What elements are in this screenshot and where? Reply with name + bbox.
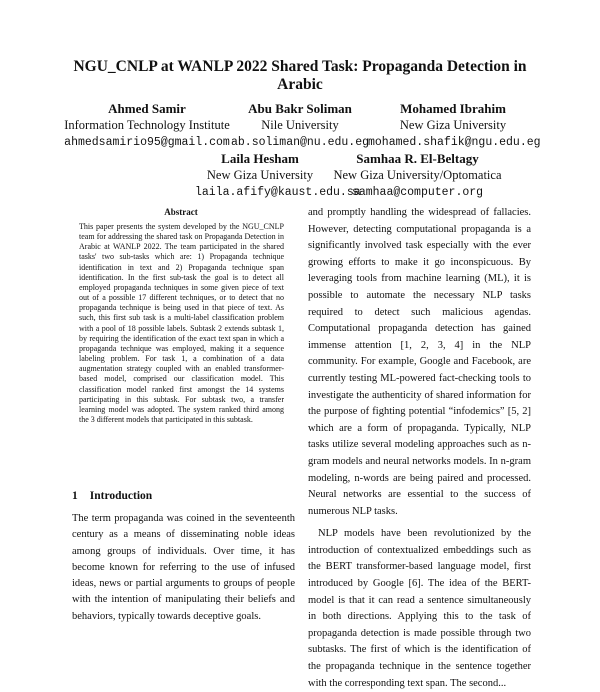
author-name: Laila Hesham <box>221 151 299 166</box>
intro-right-column <box>308 205 531 692</box>
author-email: samhaa@computer.org <box>351 186 484 199</box>
author-name: Mohamed Ibrahim <box>400 101 506 116</box>
section-number: 1 <box>72 490 78 502</box>
paragraph: NLP models have been revolutionized by the introduction of contextualized embeddings such as the BERT transformer-based language model, first introduced by Google [6]. The idea of the BERT-model is that it can read a sentence simultaneously in both directions. Applying this to the task of propaganda detection is made possible through two subtasks. The first of which is the identification of the propaganda technique in the sentence together with the corresponding text span. The second... <box>308 528 531 689</box>
author-block <box>230 100 370 151</box>
author-block <box>195 150 361 201</box>
author-affiliation: Information Technology Institute <box>64 118 230 132</box>
author-affiliation: New Giza University <box>206 168 314 182</box>
author-email: ahmedsamirio95@gmail.com <box>64 136 230 149</box>
author-affiliation: New Giza University/Optomatica <box>333 168 502 182</box>
author-name: Ahmed Samir <box>108 101 186 116</box>
author-block <box>62 100 232 151</box>
paragraph: and promptly handling the widespread of fallacies. However, detecting computational propaganda is a significantly involved task especially with the ever growing efforts to make it go inconspicuous. By leveraging tools from machine learning (ML), it is possible to automate the necessary NLP tasks required to detect such malicious agendas. Computational propaganda detection has gained immense attention [1, 2, 3, 4] in the NLP community. For example, Google and Facebook, are currently testing ML-powered fact-checking tools to investigate the authenticity of shared information for the purpose of fighting potential “infodemics” [5, 2] which are a form of propaganda. Typically, NLP tasks utilize several modeling approaches such as n-gram models and neural networks models. In n-gram modeling, n-words are being paired and processed. Neural networks are essential to the success of numerous NLP tasks. <box>308 207 531 517</box>
author-affiliation: New Giza University <box>399 118 507 132</box>
section-title: Introduction <box>89 490 153 502</box>
author-email: mohamed.shafik@ngu.edu.eg <box>368 136 541 149</box>
author-email: laila.afify@kaust.edu.sa <box>195 186 361 199</box>
intro-left-column: The term propaganda was coined in the seventeenth century as a means of disseminating noble ideas among groups of individuals. Over time, it has become known for referring to the use of infused ideas, news or partial arguments to groups of people with the intention of manipulating their beliefs and behaviors, typically towards deceptive goals. <box>72 513 295 622</box>
author-email: ab.soliman@nu.edu.eg <box>230 136 370 149</box>
abstract-heading: Abstract <box>164 207 198 217</box>
section-heading <box>72 490 152 502</box>
author-name: Abu Bakr Soliman <box>248 101 352 116</box>
paper-title: NGU_CNLP at WANLP 2022 Shared Task: Propaganda Detection in Arabic <box>73 58 527 93</box>
author-affiliation: Nile University <box>261 118 339 132</box>
author-block <box>368 100 541 151</box>
author-name: Samhaa R. El-Beltagy <box>356 151 479 166</box>
abstract-text: This paper presents the system developed by the NGU_CNLP team for addressing the shared task on Propaganda Detection in Arabic at WANLP 2022. The team participated in the shared tasks' two sub-tasks which are: 1) Propaganda technique identification in text and 2) Propaganda technique span identification. In the first sub-task the goal is to detect all employed propaganda techniques in some given piece of text out of a possible 17 different techniques, or to detect that no propaganda technique is being used in that piece of text. As such, this first sub task is a multi-label classification problem with a pool of 18 possible labels. Subtask 2 extends subtask 1, by requiring the identification of the exact text span in which a propaganda technique was employed, making it a sequence labeling problem. For task 1, a combination of a data augmentation strategy coupled with an enabled transformer-based model, comprised our classification model. This classification model ranked first amongst the 14 systems participating in this subtask. For subtask two, a transfer learning model was adopted. The system ranked third among the 3 different models that participated in this subtask. <box>79 222 284 424</box>
author-block <box>320 150 515 201</box>
